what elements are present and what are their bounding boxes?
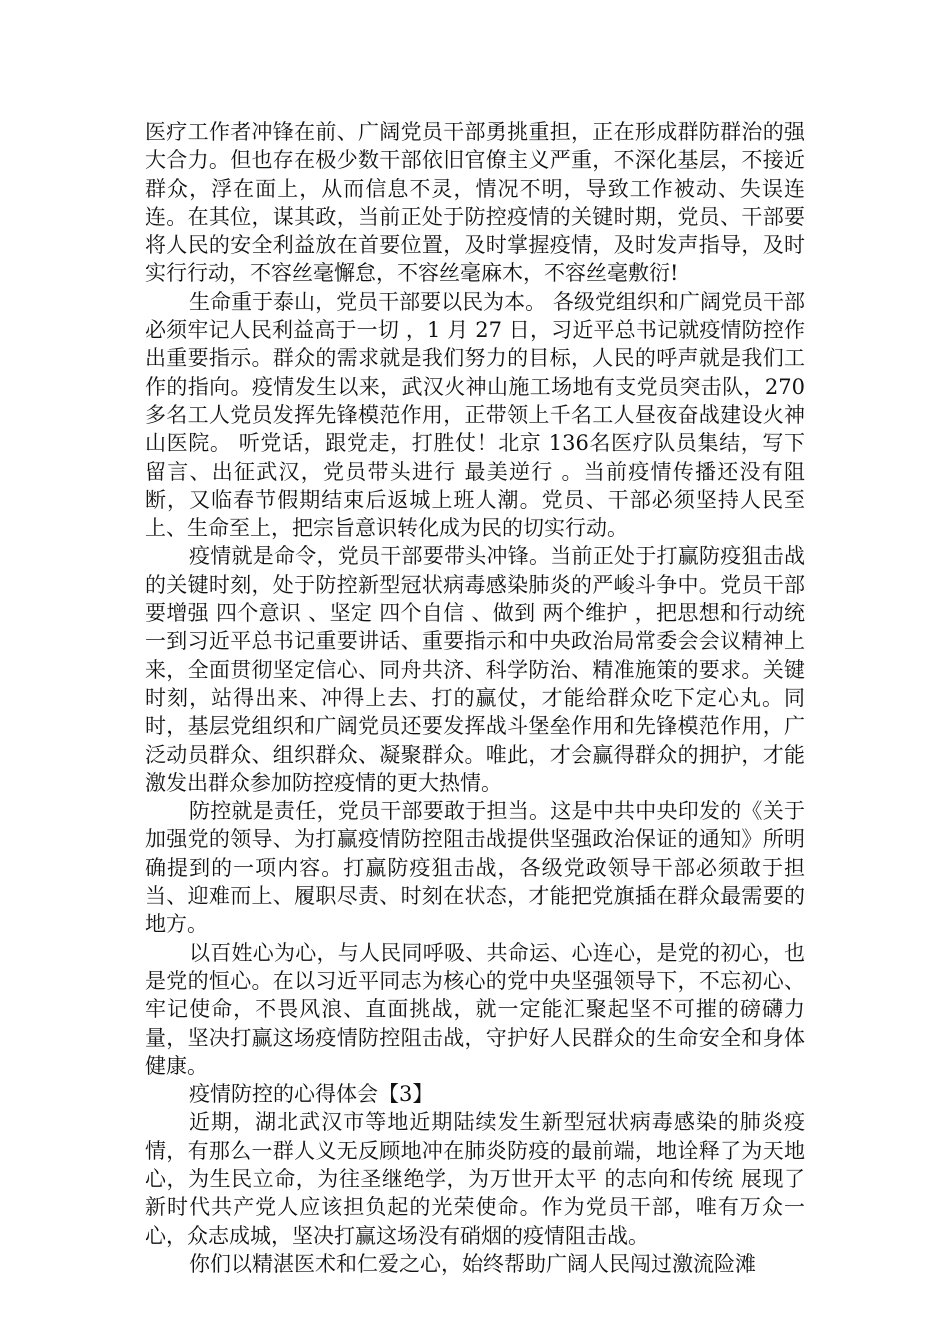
- document-body: [145, 118, 805, 1278]
- section-heading: 疫情防控的心得体会【3】: [189, 1082, 434, 1107]
- paragraph-responsibility: 防控就是责任，党员干部要敢于担当。这是中共中央印发的《关于加强党的领导、为打赢疫情防控阻击战提供坚强政治保证的通知》所明确提到的一项内容。打赢防疫狙击战，各级党政领导干部必须敢于担当、迎难而上、履职尽责、时刻在状态，才能把党旗插在群众最需要的地方。: [145, 799, 805, 937]
- paragraph-original-aspiration: 以百姓心为心，与人民同呼吸、共命运、心连心，是党的初心，也是党的恒心。在以习近平同志为核心的党中央坚强领导下，不忘初心、牢记使命，不畏风浪、直面挑战，就一定能汇聚起坚不可摧的磅礴力量，坚决打赢这场疫情防控阻击战，守护好人民群众的生命安全和身体健康。: [145, 940, 805, 1078]
- paragraph-people-first: 生命重于泰山，党员干部要以民为本。 各级党组织和广阔党员干部必须牢记人民利益高于一切 ，1 月 27 日，习近平总书记就疫情防控作出重要指示。群众的需求就是我们努力的目标，人民的呼声就是我们工作的指向。疫情发生以来，武汉火神山施工场地有支党员突击队，270 多名工人党员发挥先锋模范作用，正带领上千名工人昼夜奋战建设火神山医院。 听党话，跟党走，打胜仗！北京 136名医疗队员集结，写下留言、出征武汉，党员带头进行 最美逆行 。当前疫情传播还没有阻断，又临春节假期结束后返城上班人潮。党员、干部必须坚持人民至上、生命至上，把宗旨意识转化成为民的切实行动。: [145, 289, 805, 541]
- paragraph-continuation: 医疗工作者冲锋在前、广阔党员干部勇挑重担，正在形成群防群治的强大合力。但也存在极少数干部依旧官僚主义严重，不深化基层，不接近群众，浮在面上，从而信息不灵，情况不明，导致工作被动、失误连连。在其位，谋其政，当前正处于防控疫情的关键时期，党员、干部要将人民的安全利益放在首要位置，及时掌握疫情，及时发声指导，及时实行行动，不容丝毫懈怠，不容丝毫麻木，不容丝毫敷衍!: [145, 120, 805, 286]
- paragraph-recent-outbreak: 近期，湖北武汉市等地近期陆续发生新型冠状病毒感染的肺炎疫情，有那么一群人义无反顾地冲在肺炎防疫的最前端，地诠释了为天地心，为生民立命，为往圣继绝学，为万世开太平 的志向和传统 展现了新时代共产党人应该担负起的光荣使命。作为党员干部，唯有万众一心，众志成城，坚决打赢这场没有硝烟的疫情阻击战。: [145, 1110, 805, 1248]
- paragraph-medical-workers: 你们以精湛医术和仁爱之心，始终帮助广阔人民闯过激流险滩: [189, 1251, 756, 1276]
- paragraph-lead-charge: 疫情就是命令，党员干部要带头冲锋。当前正处于打赢防疫狙击战的关键时刻，处于防控新型冠状病毒感染肺炎的严峻斗争中。党员干部要增强 四个意识 、坚定 四个自信 、做到 两个维护 ，把思想和行动统一到习近平总书记重要讲话、重要指示和中央政治局常委会会议精神上来，全面贯彻坚定信心、同舟共济、科学防治、精准施策的要求。关键时刻，站得出来、冲得上去、打的赢仗，才能给群众吃下定心丸。同时，基层党组织和广阔党员还要发挥战斗堡垒作用和先锋模范作用，广泛动员群众、组织群众、凝聚群众。唯此，才会赢得群众的拥护，才能激发出群众参加防控疫情的更大热情。: [145, 544, 805, 795]
